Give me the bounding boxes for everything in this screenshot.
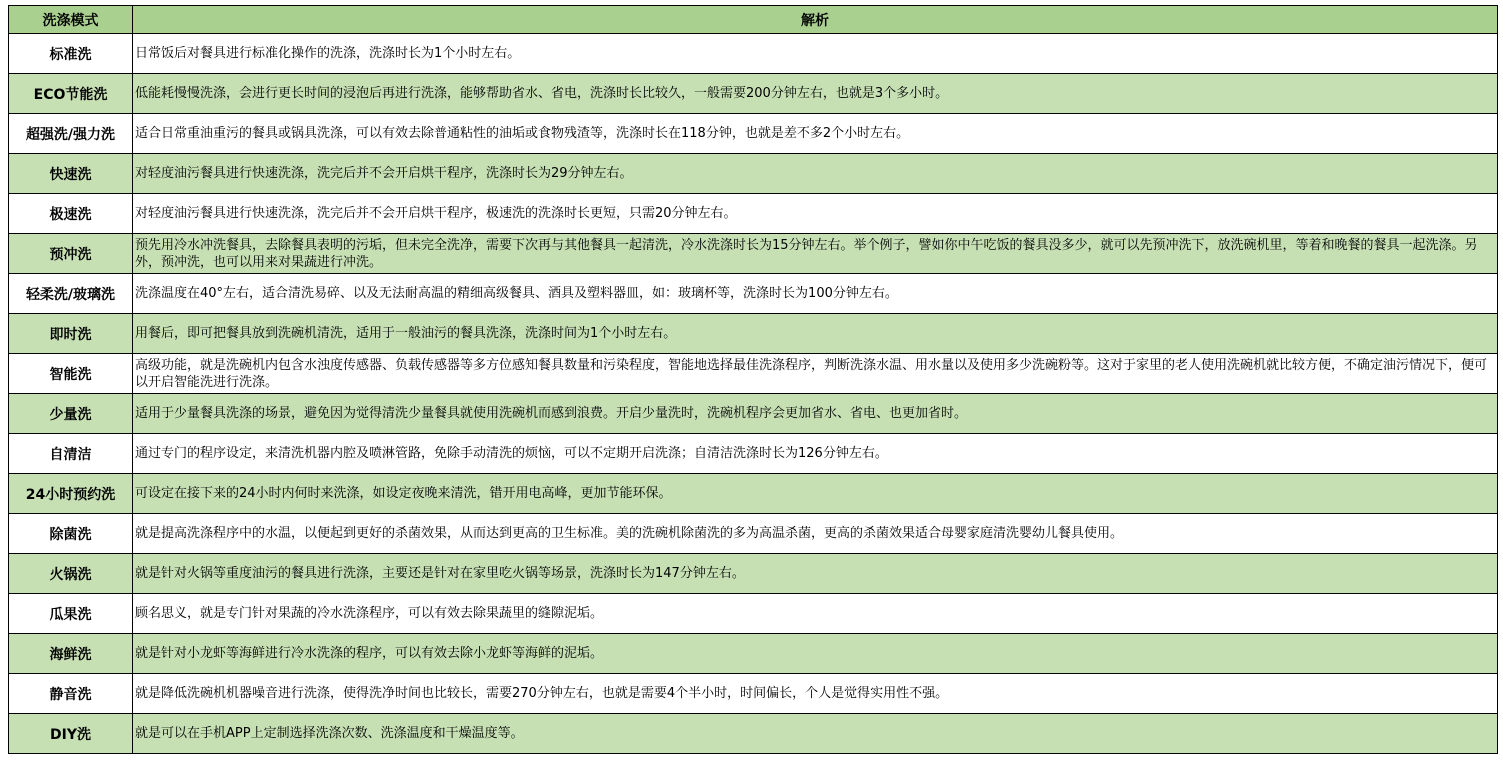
description-cell: 对轻度油污餐具进行快速洗涤，洗完后并不会开启烘干程序，极速洗的洗涤时长更短，只需20分钟左右。 — [133, 194, 1498, 234]
table-row — [9, 634, 1498, 674]
table-row — [9, 474, 1498, 514]
description-cell: 可设定在接下来的24小时内何时来洗涤，如设定夜晚来清洗，错开用电高峰，更加节能环保。 — [133, 474, 1498, 514]
table-row — [9, 514, 1498, 554]
table-row — [9, 394, 1498, 434]
description-cell: 就是可以在手机APP上定制选择洗涤次数、洗涤温度和干燥温度等。 — [133, 714, 1498, 754]
description-cell: 顾名思义，就是专门针对果蔬的冷水洗涤程序，可以有效去除果蔬里的缝隙泥垢。 — [133, 594, 1498, 634]
mode-cell: DIY洗 — [9, 714, 133, 754]
description-cell: 就是针对火锅等重度油污的餐具进行洗涤，主要还是针对在家里吃火锅等场景，洗涤时长为147分钟左右。 — [133, 554, 1498, 594]
mode-cell: 智能洗 — [9, 354, 133, 394]
description-cell: 低能耗慢慢洗涤，会进行更长时间的浸泡后再进行洗涤，能够帮助省水、省电，洗涤时长比较久，一般需要200分钟左右，也就是3个多小时。 — [133, 74, 1498, 114]
wash-mode-table — [8, 5, 1498, 754]
mode-cell: 静音洗 — [9, 674, 133, 714]
mode-cell: 轻柔洗/玻璃洗 — [9, 274, 133, 314]
description-cell: 洗涤温度在40°左右，适合清洗易碎、以及无法耐高温的精细高级餐具、酒具及塑料器皿，如：玻璃杯等，洗涤时长为100分钟左右。 — [133, 274, 1498, 314]
mode-cell: 火锅洗 — [9, 554, 133, 594]
description-cell: 预先用冷水冲洗餐具，去除餐具表明的污垢，但未完全洗净，需要下次再与其他餐具一起清洗，冷水洗涤时长为15分钟左右。举个例子，譬如你中午吃饭的餐具没多少，就可以先预冲洗下，放洗碗机里，等着和晚餐的餐具一起洗涤。另外，预冲洗，也可以用来对果蔬进行冲洗。 — [133, 234, 1498, 274]
mode-cell: 即时洗 — [9, 314, 133, 354]
table-row — [9, 714, 1498, 754]
description-cell: 日常饭后对餐具进行标准化操作的洗涤，洗涤时长为1个小时左右。 — [133, 34, 1498, 74]
description-cell: 就是降低洗碗机机器噪音进行洗涤，使得洗净时间也比较长，需要270分钟左右，也就是需要4个半小时，时间偏长，个人是觉得实用性不强。 — [133, 674, 1498, 714]
mode-cell: 标准洗 — [9, 34, 133, 74]
description-cell: 用餐后，即可把餐具放到洗碗机清洗，适用于一般油污的餐具洗涤，洗涤时间为1个小时左右。 — [133, 314, 1498, 354]
description-cell: 适用于少量餐具洗涤的场景，避免因为觉得清洗少量餐具就使用洗碗机而感到浪费。开启少量洗时，洗碗机程序会更加省水、省电、也更加省时。 — [133, 394, 1498, 434]
mode-cell: 超强洗/强力洗 — [9, 114, 133, 154]
description-cell: 通过专门的程序设定，来清洗机器内腔及喷淋管路，免除手动清洗的烦恼，可以不定期开启洗涤；自清洁洗涤时长为126分钟左右。 — [133, 434, 1498, 474]
mode-cell: 自清洁 — [9, 434, 133, 474]
mode-cell: 24小时预约洗 — [9, 474, 133, 514]
table-row — [9, 114, 1498, 154]
description-cell: 对轻度油污餐具进行快速洗涤，洗完后并不会开启烘干程序，洗涤时长为29分钟左右。 — [133, 154, 1498, 194]
header-row — [9, 6, 1498, 34]
mode-cell: 瓜果洗 — [9, 594, 133, 634]
mode-cell: 海鲜洗 — [9, 634, 133, 674]
table-row — [9, 194, 1498, 234]
table-row — [9, 594, 1498, 634]
mode-cell: 快速洗 — [9, 154, 133, 194]
mode-cell: 少量洗 — [9, 394, 133, 434]
description-cell: 就是针对小龙虾等海鲜进行冷水洗涤的程序，可以有效去除小龙虾等海鲜的泥垢。 — [133, 634, 1498, 674]
description-cell: 高级功能，就是洗碗机内包含水浊度传感器、负载传感器等多方位感知餐具数量和污染程度，智能地选择最佳洗涤程序，判断洗涤水温、用水量以及使用多少洗碗粉等。这对于家里的老人使用洗碗机就比较方便，不确定油污情况下，便可以开启智能洗进行洗涤。 — [133, 354, 1498, 394]
table-row — [9, 354, 1498, 394]
table-row — [9, 674, 1498, 714]
table-row — [9, 154, 1498, 194]
table-row — [9, 434, 1498, 474]
header-description: 解析 — [133, 6, 1498, 34]
mode-cell: 预冲洗 — [9, 234, 133, 274]
mode-cell: 极速洗 — [9, 194, 133, 234]
mode-cell: ECO节能洗 — [9, 74, 133, 114]
table-row — [9, 34, 1498, 74]
table-row — [9, 554, 1498, 594]
table-row — [9, 274, 1498, 314]
table-row — [9, 314, 1498, 354]
description-cell: 适合日常重油重污的餐具或锅具洗涤，可以有效去除普通粘性的油垢或食物残渣等，洗涤时长在118分钟，也就是差不多2个小时左右。 — [133, 114, 1498, 154]
header-mode: 洗涤模式 — [9, 6, 133, 34]
mode-cell: 除菌洗 — [9, 514, 133, 554]
description-cell: 就是提高洗涤程序中的水温，以便起到更好的杀菌效果，从而达到更高的卫生标准。美的洗碗机除菌洗的多为高温杀菌，更高的杀菌效果适合母婴家庭清洗婴幼儿餐具使用。 — [133, 514, 1498, 554]
table-row — [9, 74, 1498, 114]
table-row — [9, 234, 1498, 274]
